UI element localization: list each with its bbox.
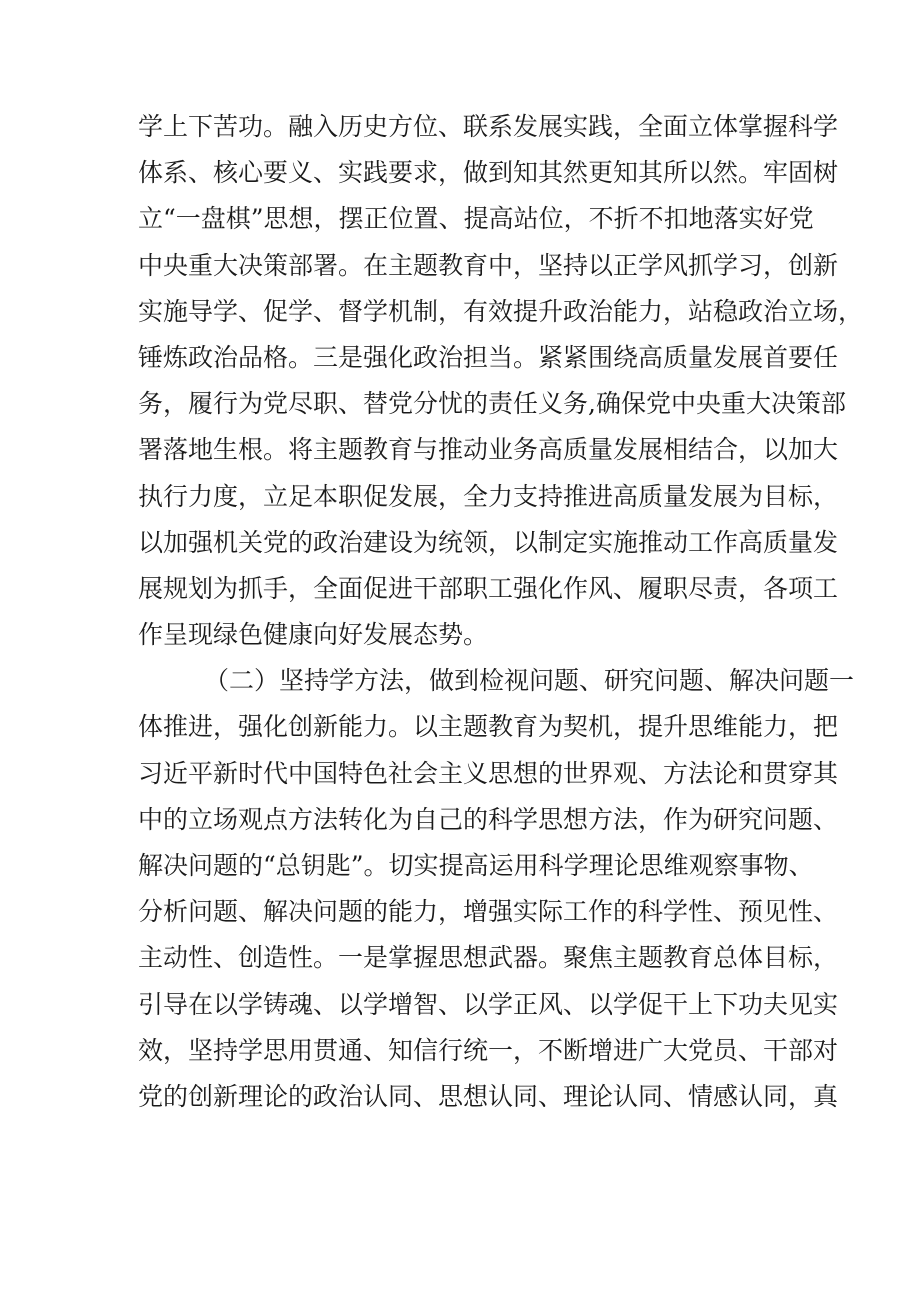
text-line: 效，坚持学思用贯通、知信行统一，不断增进广大党员、干部对 bbox=[138, 1035, 839, 1065]
text-line: 体系、核心要义、实践要求，做到知其然更知其所以然。牢固树 bbox=[138, 158, 839, 188]
document-body bbox=[138, 104, 864, 1120]
text-line: 以加强机关党的政治建设为统领，以制定实施推动工作高质量发 bbox=[138, 527, 839, 557]
text-line: 体推进，强化创新能力。以主题教育为契机，提升思维能力，把 bbox=[138, 712, 839, 742]
text-line: 主动性、创造性。一是掌握思想武器。聚焦主题教育总体目标， bbox=[138, 943, 839, 973]
text-line: 务，履行为党尽职、替党分忧的责任义务,确保党中央重大决策部 bbox=[138, 389, 846, 419]
text-line: 实施导学、促学、督学机制，有效提升政治能力，站稳政治立场， bbox=[138, 296, 864, 326]
text-line: 学上下苦功。融入历史方位、联系发展实践，全面立体掌握科学 bbox=[138, 112, 839, 141]
text-line: 锤炼政治品格。三是强化政治担当。紧紧围绕高质量发展首要任 bbox=[138, 342, 839, 372]
text-line: 解决问题的“总钥匙”。切实提高运用科学理论思维观察事物、 bbox=[138, 851, 814, 880]
text-line: 执行力度，立足本职促发展，全力支持推进高质量发展为目标， bbox=[138, 481, 839, 511]
text-line: 引导在以学铸魂、以学增智、以学正风、以学促干上下功夫见实 bbox=[138, 989, 839, 1019]
section-heading-line: （二）坚持学方法，做到检视问题、研究问题、解决问题一 bbox=[204, 666, 855, 696]
text-line: 署落地生根。将主题教育与推动业务高质量发展相结合，以加大 bbox=[138, 435, 839, 465]
text-line: 中的立场观点方法转化为自己的科学思想方法，作为研究问题、 bbox=[138, 804, 839, 834]
text-line: 习近平新时代中国特色社会主义思想的世界观、方法论和贯穿其 bbox=[138, 758, 839, 788]
text-line: 分析问题、解决问题的能力，增强实际工作的科学性、预见性、 bbox=[138, 897, 839, 927]
text-line: 作呈现绿色健康向好发展态势。 bbox=[138, 620, 489, 650]
text-line: 中央重大决策部署。在主题教育中，坚持以正学风抓学习，创新 bbox=[138, 250, 839, 280]
text-line: 立“一盘棋”思想，摆正位置、提高站位，不折不扣地落实好党 bbox=[138, 204, 814, 234]
text-line: 党的创新理论的政治认同、思想认同、理论认同、情感认同，真 bbox=[138, 1081, 839, 1111]
text-line: 展规划为抓手，全面促进干部职工强化作风、履职尽责，各项工 bbox=[138, 573, 839, 603]
